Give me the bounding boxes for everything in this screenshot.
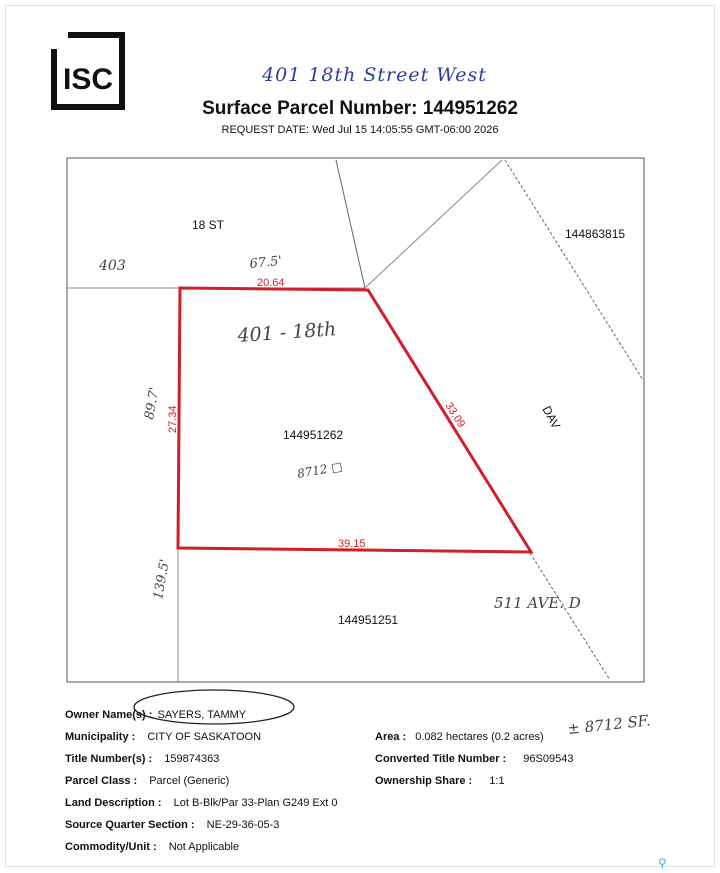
title-number-label: Title Number(s) : xyxy=(65,753,153,765)
hw-1395: 139.5' xyxy=(151,557,174,601)
area-row xyxy=(375,731,544,743)
location-pin-icon: ⚲ xyxy=(658,856,667,870)
request-date: REQUEST DATE: Wed Jul 15 14:05:55 GMT-06:00 2026 xyxy=(221,124,499,136)
ownership-share-row xyxy=(375,775,505,787)
lane-label: DAV xyxy=(539,403,564,432)
title-number-row xyxy=(65,753,219,765)
lot-line-north xyxy=(336,160,365,288)
converted-title-label: Converted Title Number : xyxy=(375,753,507,765)
hw-675: 67.5' xyxy=(248,253,283,272)
south-parcel-label: 144951251 xyxy=(338,613,399,627)
parcel-class-label: Parcel Class : xyxy=(65,775,138,787)
ownership-share-label: Ownership Share : xyxy=(375,775,473,787)
source-quarter-label: Source Quarter Section : xyxy=(65,819,195,831)
hw-89: 89.7' xyxy=(142,386,163,421)
commodity-value: Not Applicable xyxy=(168,841,240,853)
municipality-label: Municipality : xyxy=(65,731,136,743)
subject-parcel-label: 144951262 xyxy=(283,428,344,442)
subject-parcel-outline xyxy=(178,288,531,552)
lane-line-east xyxy=(505,160,643,380)
lot-line-ne xyxy=(365,160,502,288)
commodity-label: Commodity/Unit : xyxy=(65,841,157,853)
hw-401: 401 - 18th xyxy=(236,318,337,347)
parcel-number-label: 144863815 xyxy=(565,227,626,241)
land-description-row xyxy=(65,797,338,809)
municipality-value: CITY OF SASKATOON xyxy=(147,731,262,743)
dim-top: 20.64 xyxy=(257,277,285,289)
logo-text: ISC xyxy=(62,63,114,96)
commodity-row xyxy=(65,841,239,853)
source-quarter-value: NE-29-36-05-3 xyxy=(206,819,280,831)
dim-left: 27.34 xyxy=(167,405,179,433)
converted-title-value: 96S09543 xyxy=(523,753,574,765)
page-title: Surface Parcel Number: 144951262 xyxy=(202,98,518,119)
street-label: 18 ST xyxy=(192,218,225,232)
municipality-row xyxy=(65,731,261,743)
lane-line-south xyxy=(530,553,610,680)
parcel-class-row xyxy=(65,775,229,787)
ownership-share-value: 1:1 xyxy=(489,775,505,787)
hw-sf: ± 8712 SF. xyxy=(566,711,652,738)
title-number-value: 159874363 xyxy=(164,753,220,765)
parcel-class-value: Parcel (Generic) xyxy=(149,775,230,787)
land-description-label: Land Description : xyxy=(65,797,162,809)
hw-8712: 8712 □ xyxy=(296,459,344,481)
owner-value: SAYERS, TAMMY xyxy=(157,709,247,721)
area-value: 0.082 hectares (0.2 acres) xyxy=(415,731,544,743)
converted-title-row xyxy=(375,753,573,765)
land-description-value: Lot B-Blk/Par 33-Plan G249 Ext 0 xyxy=(173,797,338,809)
owner-row xyxy=(65,709,246,721)
source-quarter-row xyxy=(65,819,279,831)
dim-bottom: 39.15 xyxy=(338,538,366,550)
owner-label: Owner Name(s) : xyxy=(65,709,153,721)
dim-right: 33.09 xyxy=(442,400,468,430)
hw-403: 403 xyxy=(99,258,126,274)
hw-511: 511 AVE. D xyxy=(494,594,581,612)
handwritten-address: 401 18th Street West xyxy=(262,64,487,86)
area-label: Area : xyxy=(375,731,407,743)
